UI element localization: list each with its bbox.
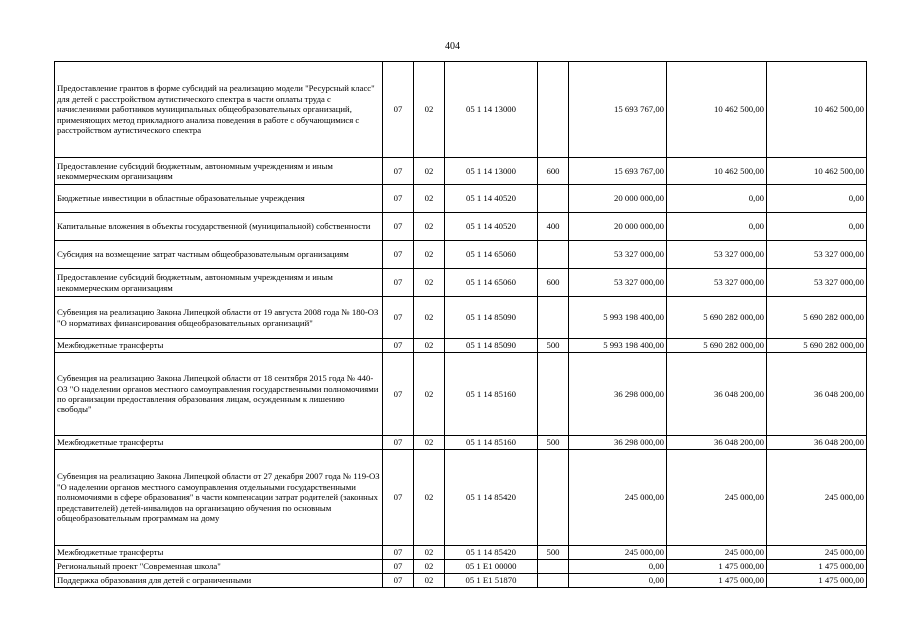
table-row bbox=[55, 241, 867, 269]
budget-table bbox=[54, 61, 867, 588]
row-sum-year2-cell: 0,00 bbox=[667, 213, 767, 241]
row-expense-type-cell: 500 bbox=[538, 339, 569, 353]
row-target-code-cell: 05 1 14 85090 bbox=[445, 297, 538, 339]
row-section-cell: 07 bbox=[383, 241, 414, 269]
row-target-code-cell: 05 1 14 85420 bbox=[445, 546, 538, 560]
row-target-code-cell: 05 1 14 85160 bbox=[445, 353, 538, 436]
row-subsection-cell: 02 bbox=[414, 269, 445, 297]
table-body bbox=[55, 62, 867, 588]
table-row bbox=[55, 339, 867, 353]
row-subsection-cell: 02 bbox=[414, 574, 445, 588]
row-section-cell: 07 bbox=[383, 158, 414, 185]
row-name-cell: Межбюджетные трансферты bbox=[55, 546, 383, 560]
row-sum-year1-cell: 0,00 bbox=[569, 574, 667, 588]
row-subsection-cell: 02 bbox=[414, 213, 445, 241]
row-sum-year3-cell: 5 690 282 000,00 bbox=[767, 297, 867, 339]
table-row bbox=[55, 269, 867, 297]
row-section-cell: 07 bbox=[383, 62, 414, 158]
row-name-cell: Межбюджетные трансферты bbox=[55, 436, 383, 450]
row-subsection-cell: 02 bbox=[414, 62, 445, 158]
table-row bbox=[55, 560, 867, 574]
row-sum-year3-cell: 0,00 bbox=[767, 213, 867, 241]
row-section-cell: 07 bbox=[383, 574, 414, 588]
table-row bbox=[55, 353, 867, 436]
table-row bbox=[55, 450, 867, 546]
row-sum-year2-cell: 5 690 282 000,00 bbox=[667, 339, 767, 353]
row-sum-year1-cell: 0,00 bbox=[569, 560, 667, 574]
row-expense-type-cell bbox=[538, 353, 569, 436]
table-row bbox=[55, 297, 867, 339]
row-section-cell: 07 bbox=[383, 353, 414, 436]
row-section-cell: 07 bbox=[383, 339, 414, 353]
row-expense-type-cell bbox=[538, 297, 569, 339]
row-name-cell: Субсидия на возмещение затрат частным общеобразовательным организациям bbox=[55, 241, 383, 269]
row-expense-type-cell: 500 bbox=[538, 546, 569, 560]
row-section-cell: 07 bbox=[383, 213, 414, 241]
row-subsection-cell: 02 bbox=[414, 158, 445, 185]
row-section-cell: 07 bbox=[383, 436, 414, 450]
row-sum-year2-cell: 1 475 000,00 bbox=[667, 574, 767, 588]
row-name-cell: Предоставление субсидий бюджетным, автономным учреждениям и иным некоммерческим организациям bbox=[55, 269, 383, 297]
row-sum-year2-cell: 245 000,00 bbox=[667, 546, 767, 560]
row-name-cell: Капитальные вложения в объекты государственной (муниципальной) собственности bbox=[55, 213, 383, 241]
row-subsection-cell: 02 bbox=[414, 297, 445, 339]
row-sum-year3-cell: 36 048 200,00 bbox=[767, 436, 867, 450]
row-sum-year2-cell: 0,00 bbox=[667, 185, 767, 213]
row-sum-year3-cell: 245 000,00 bbox=[767, 546, 867, 560]
page-number: 404 bbox=[445, 41, 460, 52]
row-sum-year3-cell: 10 462 500,00 bbox=[767, 158, 867, 185]
row-expense-type-cell bbox=[538, 62, 569, 158]
row-expense-type-cell: 600 bbox=[538, 158, 569, 185]
table-row bbox=[55, 62, 867, 158]
row-expense-type-cell: 600 bbox=[538, 269, 569, 297]
row-sum-year3-cell: 1 475 000,00 bbox=[767, 574, 867, 588]
table-row bbox=[55, 574, 867, 588]
row-section-cell: 07 bbox=[383, 269, 414, 297]
row-section-cell: 07 bbox=[383, 450, 414, 546]
row-target-code-cell: 05 1 14 13000 bbox=[445, 158, 538, 185]
table-row bbox=[55, 213, 867, 241]
row-target-code-cell: 05 1 14 40520 bbox=[445, 185, 538, 213]
row-sum-year3-cell: 1 475 000,00 bbox=[767, 560, 867, 574]
row-name-cell: Региональный проект "Современная школа" bbox=[55, 560, 383, 574]
row-expense-type-cell bbox=[538, 185, 569, 213]
row-subsection-cell: 02 bbox=[414, 450, 445, 546]
table-row bbox=[55, 546, 867, 560]
row-sum-year2-cell: 10 462 500,00 bbox=[667, 158, 767, 185]
row-sum-year1-cell: 20 000 000,00 bbox=[569, 185, 667, 213]
row-subsection-cell: 02 bbox=[414, 546, 445, 560]
row-name-cell: Предоставление грантов в форме субсидий на реализацию модели "Ресурсный класс" для детей с расстройством аутистического спектра в части оплаты труда с начислениями работников муниципальных общеобразовательных организаций, применяющих метод прикладного анализа поведения в работе с обучающимися с расстройством аутистического спектра bbox=[55, 62, 383, 158]
row-target-code-cell: 05 1 14 85420 bbox=[445, 450, 538, 546]
row-sum-year2-cell: 36 048 200,00 bbox=[667, 436, 767, 450]
row-sum-year1-cell: 15 693 767,00 bbox=[569, 62, 667, 158]
row-name-cell: Субвенция на реализацию Закона Липецкой области от 27 декабря 2007 года № 119-ОЗ "О наделении органов местного самоуправления отдельными государственными полномочиями в сфере образования" в части компенсации затрат родителей (законных представителей) детей-инвалидов на организацию обучения по основным общеобразовательным программам на дому bbox=[55, 450, 383, 546]
row-sum-year1-cell: 15 693 767,00 bbox=[569, 158, 667, 185]
row-target-code-cell: 05 1 E1 00000 bbox=[445, 560, 538, 574]
row-section-cell: 07 bbox=[383, 185, 414, 213]
row-sum-year3-cell: 36 048 200,00 bbox=[767, 353, 867, 436]
row-sum-year1-cell: 245 000,00 bbox=[569, 450, 667, 546]
row-target-code-cell: 05 1 14 65060 bbox=[445, 269, 538, 297]
row-subsection-cell: 02 bbox=[414, 436, 445, 450]
row-expense-type-cell: 500 bbox=[538, 436, 569, 450]
row-subsection-cell: 02 bbox=[414, 560, 445, 574]
row-sum-year3-cell: 53 327 000,00 bbox=[767, 241, 867, 269]
row-section-cell: 07 bbox=[383, 560, 414, 574]
row-name-cell: Бюджетные инвестиции в областные образовательные учреждения bbox=[55, 185, 383, 213]
row-name-cell: Субвенция на реализацию Закона Липецкой области от 18 сентября 2015 года № 440-ОЗ "О наделении органов местного самоуправления государственными полномочиями по организации предоставления образования лицам, осужденным к лишению свободы" bbox=[55, 353, 383, 436]
row-sum-year2-cell: 5 690 282 000,00 bbox=[667, 297, 767, 339]
row-name-cell: Предоставление субсидий бюджетным, автономным учреждениям и иным некоммерческим организациям bbox=[55, 158, 383, 185]
row-sum-year1-cell: 36 298 000,00 bbox=[569, 436, 667, 450]
row-target-code-cell: 05 1 14 40520 bbox=[445, 213, 538, 241]
table-row bbox=[55, 436, 867, 450]
row-target-code-cell: 05 1 14 13000 bbox=[445, 62, 538, 158]
row-subsection-cell: 02 bbox=[414, 241, 445, 269]
row-sum-year2-cell: 36 048 200,00 bbox=[667, 353, 767, 436]
row-expense-type-cell: 400 bbox=[538, 213, 569, 241]
row-subsection-cell: 02 bbox=[414, 339, 445, 353]
row-expense-type-cell bbox=[538, 450, 569, 546]
table-row bbox=[55, 185, 867, 213]
row-sum-year3-cell: 245 000,00 bbox=[767, 450, 867, 546]
row-sum-year3-cell: 5 690 282 000,00 bbox=[767, 339, 867, 353]
row-expense-type-cell bbox=[538, 241, 569, 269]
row-target-code-cell: 05 1 14 85090 bbox=[445, 339, 538, 353]
row-expense-type-cell bbox=[538, 560, 569, 574]
row-sum-year1-cell: 36 298 000,00 bbox=[569, 353, 667, 436]
row-sum-year1-cell: 245 000,00 bbox=[569, 546, 667, 560]
row-subsection-cell: 02 bbox=[414, 353, 445, 436]
table-row bbox=[55, 158, 867, 185]
row-sum-year3-cell: 0,00 bbox=[767, 185, 867, 213]
row-sum-year2-cell: 53 327 000,00 bbox=[667, 269, 767, 297]
row-target-code-cell: 05 1 E1 51870 bbox=[445, 574, 538, 588]
row-name-cell: Субвенция на реализацию Закона Липецкой области от 19 августа 2008 года № 180-ОЗ "О нормативах финансирования общеобразовательных организаций" bbox=[55, 297, 383, 339]
row-sum-year1-cell: 5 993 198 400,00 bbox=[569, 339, 667, 353]
row-target-code-cell: 05 1 14 85160 bbox=[445, 436, 538, 450]
row-sum-year2-cell: 245 000,00 bbox=[667, 450, 767, 546]
row-sum-year3-cell: 53 327 000,00 bbox=[767, 269, 867, 297]
row-sum-year1-cell: 53 327 000,00 bbox=[569, 241, 667, 269]
row-name-cell: Поддержка образования для детей с ограниченными bbox=[55, 574, 383, 588]
row-section-cell: 07 bbox=[383, 546, 414, 560]
row-sum-year3-cell: 10 462 500,00 bbox=[767, 62, 867, 158]
row-sum-year2-cell: 53 327 000,00 bbox=[667, 241, 767, 269]
row-target-code-cell: 05 1 14 65060 bbox=[445, 241, 538, 269]
row-sum-year1-cell: 20 000 000,00 bbox=[569, 213, 667, 241]
row-sum-year2-cell: 1 475 000,00 bbox=[667, 560, 767, 574]
row-sum-year1-cell: 5 993 198 400,00 bbox=[569, 297, 667, 339]
row-expense-type-cell bbox=[538, 574, 569, 588]
row-subsection-cell: 02 bbox=[414, 185, 445, 213]
row-sum-year2-cell: 10 462 500,00 bbox=[667, 62, 767, 158]
row-section-cell: 07 bbox=[383, 297, 414, 339]
row-name-cell: Межбюджетные трансферты bbox=[55, 339, 383, 353]
row-sum-year1-cell: 53 327 000,00 bbox=[569, 269, 667, 297]
